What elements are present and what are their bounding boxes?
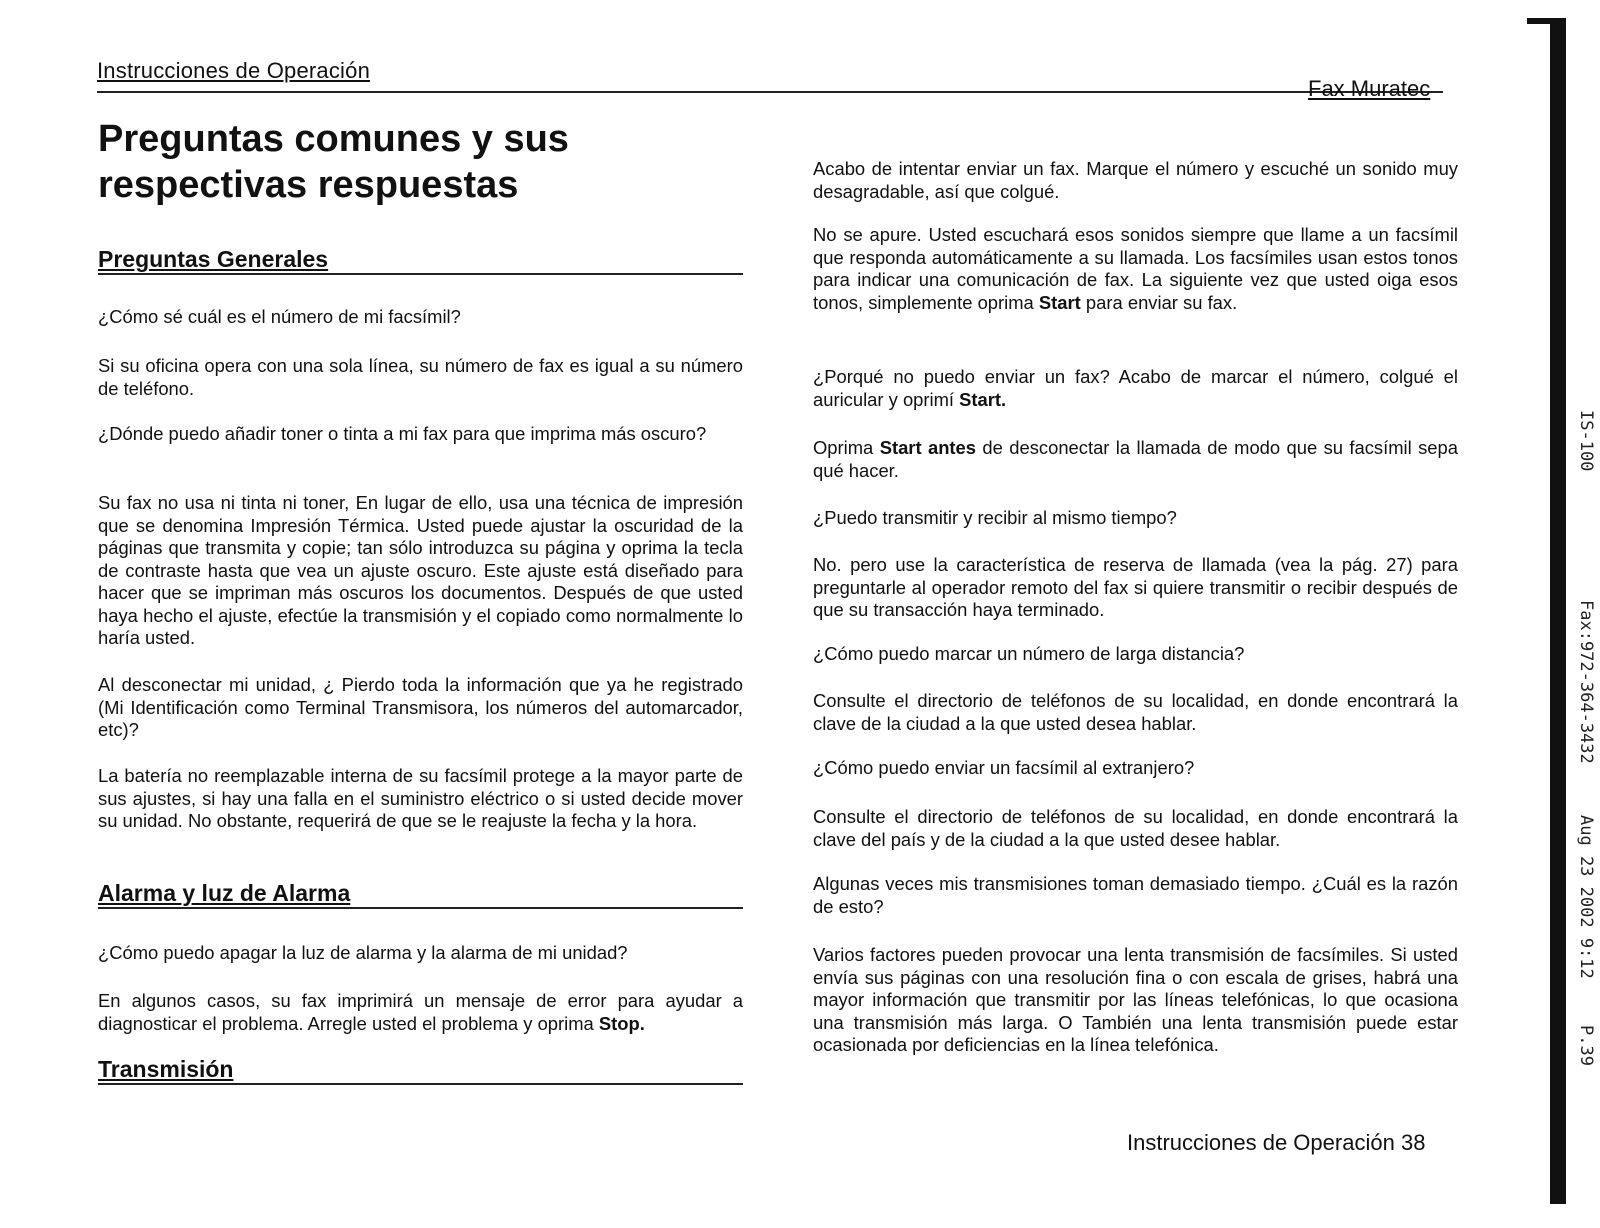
faq-question: ¿Dónde puedo añadir toner o tinta a mi fax para que imprima más oscuro? — [98, 423, 707, 444]
faq-question: ¿Cómo puedo enviar un facsímil al extranjero? — [813, 757, 1195, 778]
faq-answer: No se apure. Usted escuchará esos sonidos siempre que llame a un facsímil que responda automáticamente a su llamada. Los facsímiles usan estos tonos para indicar una comunicación de fax. La siguiente vez que usted oiga esos tonos, simplemente oprima Start para enviar su fax. — [813, 224, 1458, 313]
faq-answer: Oprima Start antes de desconectar la llamada de modo que su facsímil sepa qué hacer. — [813, 437, 1458, 481]
faq-answer: Consulte el directorio de teléfonos de su localidad, en donde encontrará la clave del país y de la ciudad a la que usted desee hablar. — [813, 806, 1458, 850]
fax-stamp-date: Aug 23 2002 9:12 — [1576, 815, 1596, 979]
faq-answer: No. pero use la característica de reserva de llamada (vea la pág. 27) para preguntarle al operador remoto del fax si quiere transmitir o recibir después de que su transacción haya terminado. — [813, 554, 1458, 620]
faq-answer: Consulte el directorio de teléfonos de su localidad, en donde encontrará la clave de la ciudad a la que usted desea hablar. — [813, 690, 1458, 734]
fax-stamp-page: P.39 — [1576, 1025, 1596, 1066]
footer-label: Instrucciones de Operación — [1127, 1130, 1395, 1155]
faq-question: ¿Cómo sé cuál es el número de mi facsímil? — [98, 306, 461, 327]
faq-question: Acabo de intentar enviar un fax. Marque el número y escuché un sonido muy desagradable, así que colgué. — [813, 158, 1458, 202]
faq-answer: Varios factores pueden provocar una lenta transmisión de facsímiles. Si usted envía sus páginas con una resolución fina o con escala de grises, habrá una mayor información que transmitir por las líneas telefónicas, lo que ocasiona una transmisión más larga. O También una lenta transmisión puede estar ocasionada por deficiencias en la línea telefónica. — [813, 944, 1458, 1055]
faq-question: ¿Puedo transmitir y recibir al mismo tiempo? — [813, 507, 1177, 528]
page-title-line-1: Preguntas comunes y sus — [98, 118, 569, 160]
page-number: 38 — [1400, 1130, 1426, 1155]
header-right: Fax Muratec — [1308, 76, 1431, 101]
fax-stamp-number: Fax:972-364-3432 — [1576, 600, 1596, 764]
faq-question: ¿Cómo puedo marcar un número de larga distancia? — [813, 643, 1245, 664]
section-heading-general: Preguntas Generales — [98, 246, 743, 275]
fax-stamp-id: IS-100 — [1576, 410, 1596, 472]
faq-answer: Su fax no usa ni tinta ni toner, En lugar de ello, usa una técnica de impresión que se denomina Impresión Térmica. Usted puede ajustar la oscuridad de la páginas que transmita y copie; tan sólo introduzca su página y oprima la tecla de contraste hasta que vea un ajuste oscuro. Este ajuste está diseñado para hacer que se impriman más oscuros los documentos. Después de que usted haya hecho el ajuste, efectúe la transmisión y el copiado como normalmente lo haría usted. — [98, 492, 743, 648]
page-title — [98, 116, 658, 208]
header-rule — [97, 91, 1443, 93]
scan-edge-bar — [1550, 18, 1566, 1204]
faq-answer: En algunos casos, su fax imprimirá un mensaje de error para ayudar a diagnosticar el problema. Arregle usted el problema y oprima Stop. — [98, 990, 743, 1034]
faq-question: ¿Porqué no puedo enviar un fax? Acabo de marcar el número, colgué el auricular y oprimí Start. — [813, 366, 1458, 410]
page-title-line-2: respectivas respuestas — [98, 164, 519, 206]
faq-question: Al desconectar mi unidad, ¿ Pierdo toda la información que ya he registrado (Mi Identificación como Terminal Transmisora, los números del automarcador, etc)? — [98, 674, 743, 740]
faq-question: Algunas veces mis transmisiones toman demasiado tiempo. ¿Cuál es la razón de esto? — [813, 873, 1458, 917]
faq-question: ¿Cómo puedo apagar la luz de alarma y la alarma de mi unidad? — [98, 942, 628, 963]
section-heading-transmission: Transmisión — [98, 1056, 743, 1085]
faq-answer: Si su oficina opera con una sola línea, su número de fax es igual a su número de teléfono. — [98, 355, 743, 399]
page-footer — [1127, 1130, 1425, 1156]
header-left: Instrucciones de Operación — [97, 58, 371, 83]
section-heading-alarm: Alarma y luz de Alarma — [98, 880, 743, 909]
faq-answer: La batería no reemplazable interna de su facsímil protege a la mayor parte de sus ajustes, si hay una falla en el suministro eléctrico o si usted decide mover su unidad. No obstante, requerirá de que se le reajuste la fecha y la hora. — [98, 765, 743, 831]
